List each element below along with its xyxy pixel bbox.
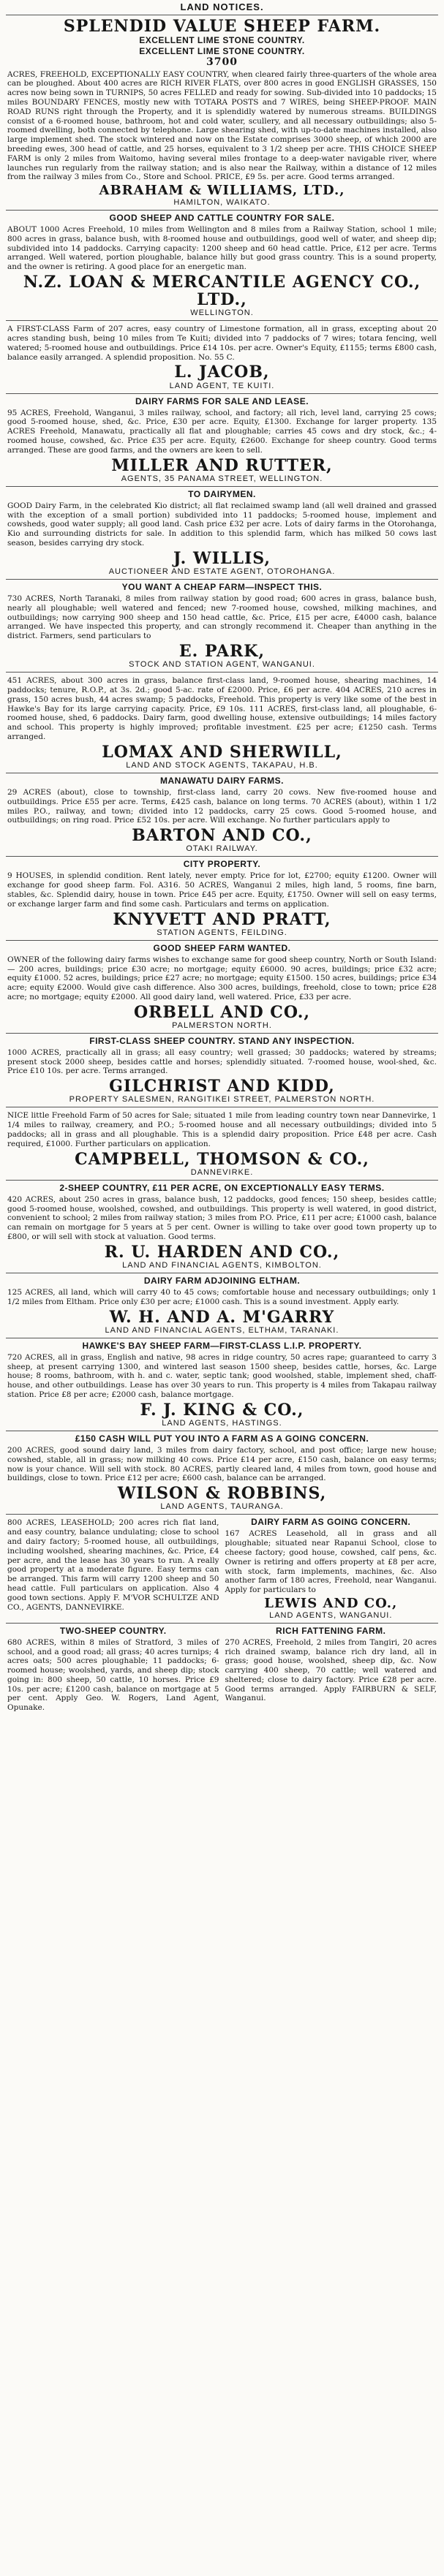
ad-agent-address: LAND AND FINANCIAL AGENTS, KIMBOLTON. bbox=[122, 1261, 322, 1270]
ad-body: 420 ACRES, about 250 acres in grass, balance bush, 12 paddocks, good fences; 150 sheep, besides cattle; good 5-roomed house, woolshed, cowshed, and outbuildings. This property is well watered, in good district, convenient to school; 2 miles from railway station; 3 miles from P.O. Price, £11 per acre; £1000 cash, balance can remain on mortgage for 5 years at 5 per cent. Owner is willing to take over good town property up to £800, or will sell with stock at valuation. Good terms. bbox=[7, 1194, 437, 1242]
ad-agent-name: GILCHRIST AND KIDD, bbox=[109, 1077, 335, 1096]
ad-body: OWNER of the following dairy farms wishes to exchange same for good sheep country, North or South Island:— 200 acres, buildings; price £30 acre; no mortgage; equity £6000. 90 acres, buildings; price £32 acre; equity £1000. 52 acres, buildings; price £27 acre; no mortgage; equity £1500. 150 acres, buildings; price £34 acre; equity £2000. Would give cash difference. Also 300 acres, buildings, freehold, close to town; price £28 acre; no mortgage; equity £2000. All good dairy land, well watered. Price, £33 per acre. bbox=[7, 955, 437, 1001]
ad-agent-name: L. JACOB, bbox=[174, 363, 270, 382]
right-column bbox=[225, 1626, 437, 1714]
ad-agent-address: LAND AGENTS, WANGANUI. bbox=[269, 1610, 393, 1620]
ad-sheep-farm-wanted bbox=[6, 941, 438, 1034]
ad-subhead: EXCELLENT LIME STONE COUNTRY. bbox=[139, 46, 305, 57]
ad-agent-address: LAND AGENTS, HASTINGS. bbox=[162, 1418, 282, 1428]
ad-body: GOOD Dairy Farm, in the celebrated Kio district; all flat reclaimed swamp land (all well drained and grassed with the exception of a small portion) subdivided into 11 paddocks; 5-roomed house, implement and cowsheds, good water supply; all good land. Cash price £32 per acre. Lots of dairy farms in the Otorohanga, Kio and surrounding districts for sale. In addition to this splendid farm, which has milked 50 cows last season, besides carrying dry stock. bbox=[7, 501, 437, 548]
ad-city-property bbox=[6, 857, 438, 940]
ad-agent-name: W. H. AND A. M'GARRY bbox=[109, 1307, 335, 1327]
ad-agent-name: F. J. KING & CO., bbox=[140, 1400, 304, 1420]
ad-body: 720 ACRES, all in grass, English and native, 98 acres in ridge country, 50 acres rape; guaranteed to carry 3 sheep, at present carrying 1300, and wintered last season 1500 sheep, besides cattle, horses, &c. Large house; 8 rooms, bathroom, with h. and c. water, septic tank; good woolshed, stable, implement shed, chaff-house, and other outbuildings. Lease has over 30 years to run. This property is 4 miles from Takapau railway station. Price £8 per acre; £2000 cash, balance mortgage. bbox=[7, 1352, 437, 1399]
ad-manawatu-dairy bbox=[6, 773, 438, 857]
ad-agent-address: STOCK AND STATION AGENT, WANGANUI. bbox=[129, 660, 315, 670]
left-column bbox=[7, 1517, 219, 1619]
ad-two-column-dannevirke-wanganui bbox=[6, 1515, 438, 1623]
ad-sheep-farm-waikato bbox=[6, 15, 438, 211]
ad-agent-name: N.Z. LOAN & MERCANTILE AGENCY CO., LTD., bbox=[23, 272, 421, 310]
ad-150-cash bbox=[6, 1431, 438, 1515]
masthead: LAND NOTICES. bbox=[6, 0, 438, 15]
ad-takapau-farms bbox=[6, 673, 438, 773]
ad-agent-name: KNYVETT AND PRATT, bbox=[113, 909, 331, 929]
ad-first-class-sheep bbox=[6, 1034, 438, 1108]
ad-agent-address: PALMERSTON NORTH. bbox=[172, 1020, 272, 1030]
ad-agent-address: HAMILTON, WAIKATO. bbox=[173, 197, 271, 207]
ad-body-left: 800 ACRES, LEASEHOLD; 200 acres rich flat land, and easy country, balance undulating; close to school and dairy factory; 5-roomed house, all outbuildings, including woolshed, shearing machines, &c. Price, £4 per acre, and the lease has 30 years to run. A really good property at a moderate figure. Easy terms can be arranged. This farm will carry 1200 sheep and 50 head cattle. Full particulars on application. Also 4 good town sections. Apply F. M'VOR SCHULTZE AND CO., AGENTS, DANNEVIRKE. bbox=[7, 1518, 219, 1612]
ad-agent-address: OTAKI RAILWAY. bbox=[186, 844, 258, 854]
ad-agent-name: WILSON & ROBBINS, bbox=[117, 1484, 327, 1504]
ad-agent-address: DANNEVIRKE. bbox=[190, 1167, 254, 1177]
ad-agent-address: STATION AGENTS, FEILDING. bbox=[157, 928, 287, 937]
ad-headline-right: RICH FATTENING FARM. bbox=[276, 1625, 386, 1636]
ad-headline: GOOD SHEEP AND CATTLE COUNTRY FOR SALE. bbox=[109, 212, 335, 223]
ad-headline: TO DAIRYMEN. bbox=[188, 488, 256, 499]
ad-body: ABOUT 1000 Acres Freehold, 10 miles from Wellington and 8 miles from a Railway Station, school 1 mile; 800 acres in grass, balance bush, with 8-roomed house and outbuildings, good well of water, and sheep dip; subdivided into 14 paddocks. Carrying capacity: 1200 sheep and 60 head cattle. Price, £12 per acre. Terms arranged. Well watered, portion ploughable, balance hilly but good grass country. This is a sound property, and the owner is retiring. A good place for an energetic man. bbox=[7, 224, 437, 272]
ad-headline: £150 CASH WILL PUT YOU INTO A FARM AS A GOING CONCERN. bbox=[75, 1433, 369, 1444]
ad-agent-address: AGENTS, 35 PANAMA STREET, WELLINGTON. bbox=[121, 474, 323, 483]
ad-agent-address: LAND AGENT, TE KUITI. bbox=[169, 381, 275, 390]
ad-hawkes-bay-sheep bbox=[6, 1338, 438, 1431]
ad-body: 95 ACRES, Freehold, Wanganui, 3 miles railway, school, and factory; all rich, level land, carrying 25 cows; good 5-roomed house, shed, &c. Price, £30 per acre. Equity, £1300. Exchange for larger property. 135 ACRES Freehold, Manawatu, practically all flat and ploughable; carries 45 cows and dry stock, &c.; 4-roomed house, cowshed, &c. Price £35 per acre. Equity, £2600. Exchange for sheep country. Good terms arranged. These are good farms, and the owners are keen to sell. bbox=[7, 408, 437, 455]
ad-agent-name: J. WILLIS, bbox=[173, 548, 271, 568]
ad-eltham-dairy bbox=[6, 1273, 438, 1338]
ad-body-left: 680 ACRES, within 8 miles of Stratford, 3 miles of school, and a good road; all grass; 40 acres turnips; 4 acres oats; 500 acres ploughable; 11 paddocks; 6-roomed house; woolshed, yards, and sheep dip; stock going in: 800 sheep, 50 cattle, 10 horses. Price £9 10s. per acre; £1200 cash, balance on mortgage at 5 per cent. Apply Geo. W. Rogers, Land Agent, Opunake. bbox=[7, 1637, 219, 1713]
ad-headline: DAIRY FARM AS GOING CONCERN. bbox=[251, 1517, 411, 1528]
ad-headline: GOOD SHEEP FARM WANTED. bbox=[153, 942, 291, 953]
ad-headline: HAWKE'S BAY SHEEP FARM—FIRST-CLASS L.I.P. PROPERTY. bbox=[82, 1340, 362, 1351]
ad-agent-address: WELLINGTON. bbox=[190, 308, 254, 318]
ad-agent-name: R. U. HARDEN AND CO., bbox=[104, 1242, 340, 1262]
ad-headline: YOU WANT A CHEAP FARM—INSPECT THIS. bbox=[121, 582, 323, 593]
ad-headline: FIRST-CLASS SHEEP COUNTRY. STAND ANY INSPECTION. bbox=[89, 1035, 355, 1046]
ad-two-column-stratford-fattening bbox=[6, 1624, 438, 1717]
ad-headline: TWO-SHEEP COUNTRY. bbox=[59, 1625, 167, 1636]
ad-headline: SPLENDID VALUE SHEEP FARM. bbox=[63, 17, 381, 36]
ad-body: 730 ACRES, North Taranaki, 8 miles from railway station by good road; 600 acres in grass, balance bush, nearly all ploughable; well watered and fenced; new 7-roomed house, cowshed, milking machines, and outbuildings; now carrying 900 sheep and 150 head cattle, &c. Price, £15 per acre, £4000 cash, balance arranged. We have inspected this property, and can strongly recommend it. Cheaper than anything in the district. Farmers, send particulars to bbox=[7, 594, 437, 641]
ad-body: 125 ACRES, all land, which will carry 40 to 45 cows; comfortable house and necessary outbuildings; only 1 1/2 miles from Eltham. Price only £30 per acre; £1000 cash. This is a sound investment. Apply early. bbox=[7, 1288, 437, 1306]
ad-agent-name: LEWIS AND CO., bbox=[264, 1595, 398, 1611]
ad-agent-name: E. PARK, bbox=[178, 642, 266, 661]
ad-agent-name: MILLER AND RUTTER, bbox=[111, 455, 333, 475]
ad-body: ACRES, FREEHOLD, EXCEPTIONALLY EASY COUNTRY, when cleared fairly three-quarters of the whole area can be ploughed. About 400 acres are RICH RIVER FLATS, over 800 acres in good ENGLISH GRASSES, 150 acres now being sown in TURNIPS, 50 acres FELLED and ready for sowing. Sub-divided into 10 paddocks; 15 miles BOUNDARY FENCES, mostly new with TOTARA POSTS and 7 WIRES, being SHEEP-PROOF. MAIN ROAD RUNS right through the Property, and it is splendidly watered by numerous streams. BUILDINGS consist of a 6-roomed house, bathroom, hot and cold water, scullery, and all necessary outbuildings; also 5-roomed dwelling, both connected by telephone. Large shearing shed, with up-to-date machines installed, also large implement shed. The stock wintered and now on the Estate comprises 3000 sheep, of which 2000 are breeding ewes, 300 head of cattle, and 25 horses, equivalent to 3 1/2 sheep per acre. THIS CHOICE SHEEP FARM is only 2 miles from Waitomo, having several miles frontage to a deep-water navigable river, where launches run regularly from the railway station; and is also near the Railway, within a distance of 12 miles from the railway 3 miles from Co., Store and School. PRICE, £9 5s. per acre. Good terms arranged. bbox=[7, 69, 437, 182]
ad-body: 200 ACRES, good sound dairy land, 3 miles from dairy factory, school, and post office; large new house; cowshed, stable, all in grass; now milking 40 cows. Price £14 per acre, £150 cash, balance on easy terms; now is your chance. Will sell with stock. 80 ACRES, partly cleared land, 4 miles from town, good house and buildings, close to town. Price £12 per acre; £600 cash, balance can be arranged. bbox=[7, 1445, 437, 1483]
ad-agent-name: ABRAHAM & WILLIAMS, LTD., bbox=[99, 183, 345, 199]
ad-agent-address: LAND AGENTS, TAURANGA. bbox=[160, 1502, 284, 1512]
ad-lead-number: 3700 bbox=[206, 56, 238, 69]
ad-body: A FIRST-CLASS Farm of 207 acres, easy country of Limestone formation, all in grass, excepting about 20 acres standing bush, being 10 miles from Te Kuiti; divided into 7 paddocks of 7 wires; totara fencing, well watered; 5-roomed house and outbuildings. Price £14 10s. per acre. Owner's Equity, £1155; terms £800 cash, balance easily arranged. A splendid proposition. No. 55 C. bbox=[7, 325, 437, 362]
ad-to-dairymen bbox=[6, 487, 438, 580]
ad-body: 1000 ACRES, practically all in grass; all easy country; well grassed; 30 paddocks; watered by streams; present stock 2000 sheep, besides cattle and horses; splendidly situated. 7-roomed house, wool-shed, &c. Price £10 10s. per acre. Terms arranged. bbox=[7, 1048, 437, 1076]
ad-subhead: EXCELLENT LIME STONE COUNTRY. bbox=[139, 35, 305, 46]
ad-body-right: 167 ACRES Leasehold, all in grass and all ploughable; situated near Rapanui School, close to cheese factory; good house, cowshed, calf pens, &c. Owner is retiring and offers property at £8 per acre, with stock, farm implements, machines, &c. Also another farm of 180 acres, Freehold, near Wanganui. Apply for particulars to bbox=[225, 1529, 437, 1595]
ad-headline: CITY PROPERTY. bbox=[183, 859, 261, 870]
left-column bbox=[7, 1626, 219, 1714]
ad-dannevirke-freehold bbox=[6, 1107, 438, 1180]
ad-two-sheep-country bbox=[6, 1181, 438, 1273]
ad-body: 451 ACRES, about 300 acres in grass, balance first-class land, 9-roomed house, shearing machines, 14 paddocks; tenure, R.O.P., at 3s. 2d.; good 5-ac. rate of £2000. Price, £6 per acre. 404 ACRES, 210 acres in grass, 150 acres bush, 44 acres swamp; 5 paddocks, Freehold. This property is very like some of the best in Hawke's Bay for its large carrying capacity. Price, £9 10s. 111 ACRES, first-class land, all ploughable, 6-roomed house, shed, 6 paddocks. Dairy farm, good dwelling house, extensive outbuildings; 14 miles factory and school. This property is highly improved; profitable investment. £25 per acre; £1250 cash. Terms arranged. bbox=[7, 676, 437, 741]
ad-agent-address: AUCTIONEER AND ESTATE AGENT, OTOROHANGA. bbox=[108, 567, 336, 577]
ad-agent-address: PROPERTY SALESMEN, RANGITIKEI STREET, PALMERSTON NORTH. bbox=[69, 1095, 375, 1105]
ad-agent-name: ORBELL AND CO., bbox=[133, 1002, 311, 1022]
ad-agent-name: CAMPBELL, THOMSON & CO., bbox=[75, 1149, 369, 1169]
ad-agent-address: LAND AND FINANCIAL AGENTS, ELTHAM, TARANAKI. bbox=[105, 1325, 339, 1335]
ad-headline: DAIRY FARMS FOR SALE AND LEASE. bbox=[135, 395, 309, 406]
ad-headline: 2-SHEEP COUNTRY, £11 PER ACRE, ON EXCEPTIONALLY EASY TERMS. bbox=[59, 1182, 385, 1193]
ad-body: 29 ACRES (about), close to township, first-class land, carry 20 cows. New five-roomed house and outbuildings. Price £55 per acre. Terms, £425 cash, balance on long terms. 70 ACRES (about), within 1 1/2 miles P.O., railway, and town; divided into 12 paddocks, carry 25 cows. Good 5-roomed house, and outbuildings; on ring road. Price £52 10s. per acre. Will exchange. No further particulars apply to bbox=[7, 787, 437, 825]
ad-cheap-farm-taranaki bbox=[6, 580, 438, 673]
ad-sheep-cattle-wellington bbox=[6, 211, 438, 321]
ad-agent-name: BARTON AND CO., bbox=[132, 826, 312, 846]
right-column bbox=[225, 1517, 437, 1619]
ad-te-kuiti-farm bbox=[6, 321, 438, 393]
ad-dairy-farms-sale-lease bbox=[6, 394, 438, 487]
ad-body: NICE little Freehold Farm of 50 acres for Sale; situated 1 mile from leading country town near Dannevirke, 1 1/4 miles to railway, creamery, and P.O.; 5-roomed house and all necessary outbuildings; divided into 5 paddocks; all in grass and all ploughable. This is a splendid dairy proposition. Price £48 per acre. Cash required, £1000. Further particulars on application. bbox=[7, 1111, 437, 1148]
ad-agent-name: LOMAX AND SHERWILL, bbox=[102, 742, 342, 762]
ad-headline: DAIRY FARM ADJOINING ELTHAM. bbox=[143, 1276, 301, 1286]
ad-headline: MANAWATU DAIRY FARMS. bbox=[160, 775, 284, 786]
ad-agent-address: LAND AND STOCK AGENTS, TAKAPAU, H.B. bbox=[126, 760, 318, 770]
ad-body-right: 270 ACRES, Freehold, 2 miles from Tangiri, 20 acres rich drained swamp, balance rich dry land, all in grass; good house, woolshed, sheep dip, &c. Now carrying 400 sheep, 70 cattle; well watered and sheltered; close to dairy factory. Price £28 per acre. Good terms arranged. Apply FAIRBURN & SELF, Wanganui. bbox=[225, 1637, 437, 1703]
ad-body: 9 HOUSES, in splendid condition. Rent lately, never empty. Price for lot, £2700; equity £1200. Owner will exchange for good sheep farm. Fol. A316. 50 ACRES, Wanganui 2 miles, high land, 5 rooms, fine barn, stables, &c. Splendid dairy, house in town. Price £45 per acre. Equity, £1750. Owner will sell on easy terms, or exchange larger farm and find some cash. Particulars and terms on application. bbox=[7, 871, 437, 909]
